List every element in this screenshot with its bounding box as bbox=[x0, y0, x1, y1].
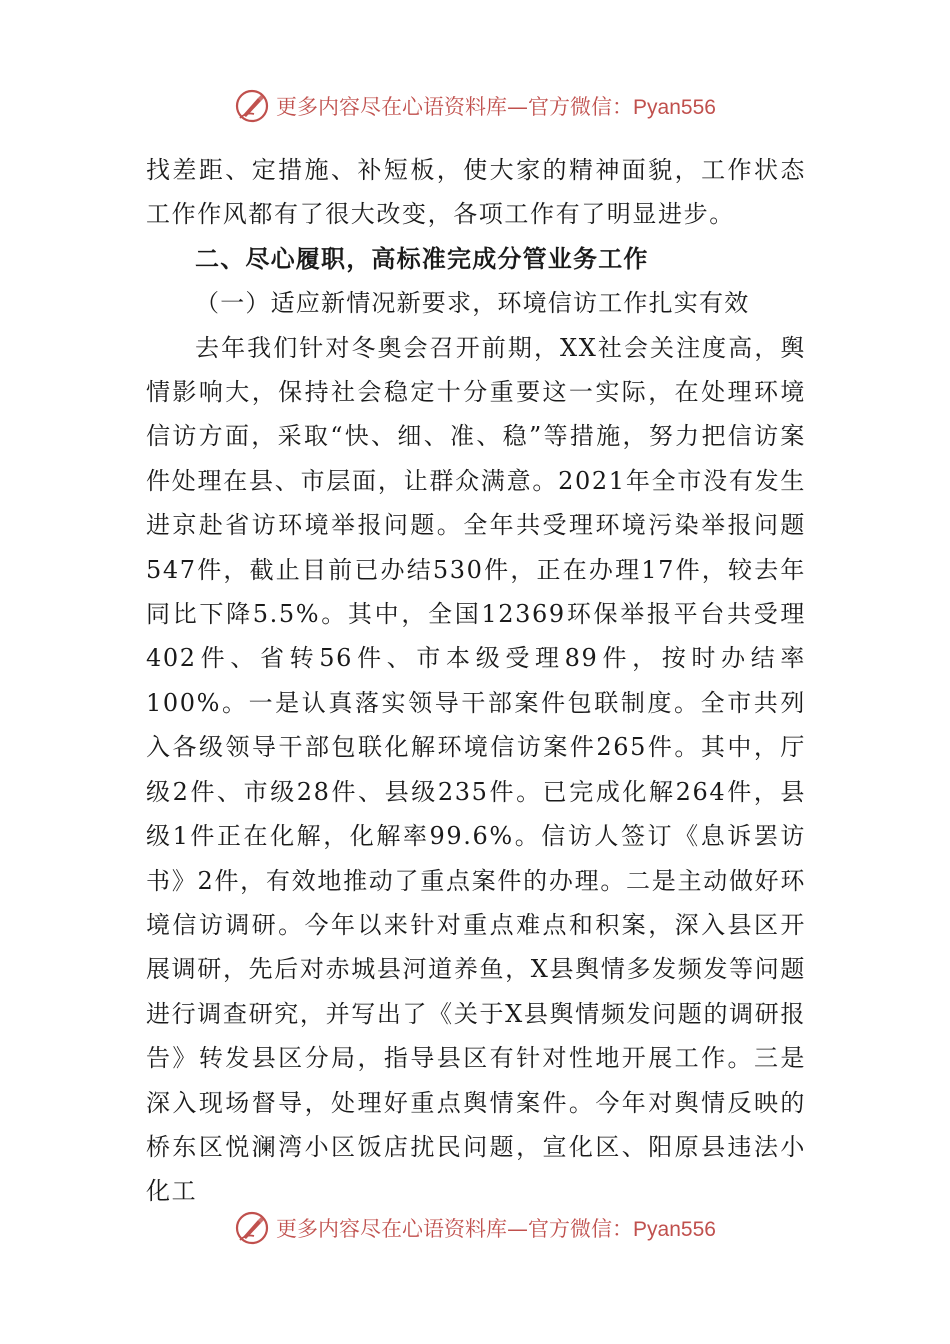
footer-watermark bbox=[0, 1206, 950, 1250]
paragraph-continuation: 找差距、定措施、补短板，使大家的精神面貌，工作状态工作作风都有了很大改变，各项工作有了明显进步。 bbox=[146, 156, 806, 229]
section-heading-2: 二、尽心履职，高标准完成分管业务工作 bbox=[195, 244, 649, 273]
document-body bbox=[146, 148, 806, 1214]
paragraph-petition-work: 去年我们针对冬奥会召开前期，XX社会关注度高，舆情影响大，保持社会稳定十分重要这一实际，在处理环境信访方面，采取“快、细、准、稳”等措施，努力把信访案件处理在县、市层面，让群众满意。2021年全市没有发生进京赴省访环境举报问题。全年共受理环境污染举报问题547件，截止目前已办结530件，正在办理17件，较去年同比下降5.5%。其中，全国12369环保举报平台共受理402件、省转56件、市本级受理89件，按时办结率100%。一是认真落实领导干部案件包联制度。全市共列入各级领导干部包联化解环境信访案件265件。其中，厅级2件、市级28件、县级235件。已完成化解264件，县级1件正在化解，化解率99.6%。信访人签订《息诉罢访书》2件，有效地推动了重点案件的办理。二是主动做好环境信访调研。今年以来针对重点难点和积案，深入县区开展调研，先后对赤城县河道养鱼，X县舆情多发频发等问题进行调查研究，并写出了《关于X县舆情频发问题的调研报告》转发县区分局，指导县区有针对性地开展工作。三是深入现场督导，处理好重点舆情案件。今年对舆情反映的桥东区悦澜湾小区饭店扰民问题，宣化区、阳原县违法小化工 bbox=[146, 333, 806, 1206]
watermark-text: 更多内容尽在心语资料库—官方微信：Pyan556 bbox=[276, 95, 716, 119]
pen-nib-logo-icon bbox=[234, 88, 270, 124]
header-watermark bbox=[0, 84, 950, 128]
pen-nib-logo-icon bbox=[234, 1210, 270, 1246]
watermark-text: 更多内容尽在心语资料库—官方微信：Pyan556 bbox=[276, 1217, 716, 1241]
subsection-heading-1: （一）适应新情况新要求，环境信访工作扎实有效 bbox=[195, 289, 750, 318]
